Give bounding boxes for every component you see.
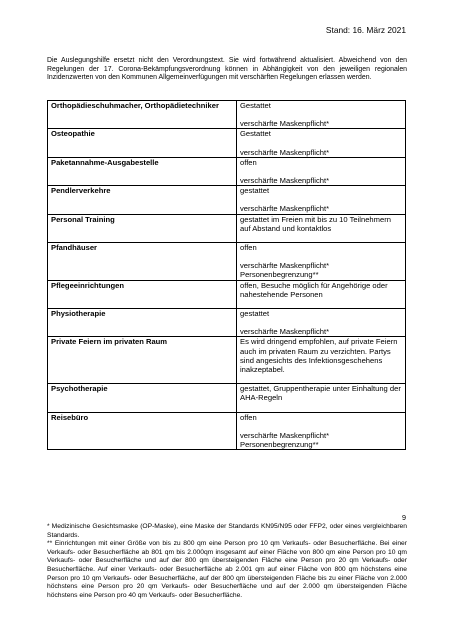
cell-spacer	[240, 299, 402, 308]
status-cell	[237, 214, 406, 242]
status-cell	[237, 157, 406, 185]
status-text: gestattet	[240, 186, 270, 196]
category-cell: Orthopädieschuhmacher, Orthopädietechniker	[48, 101, 237, 129]
rules-table-body	[48, 101, 406, 450]
category-cell: Paketannahme-Ausgabestelle	[48, 157, 237, 185]
table-row	[48, 214, 406, 242]
table-row	[48, 280, 406, 308]
category-cell: Reisebüro	[48, 412, 237, 450]
cell-spacer	[240, 252, 402, 261]
note-text: verschärfte Maskenpflicht*	[240, 176, 330, 186]
status-text: gestattet	[240, 309, 270, 319]
table-row	[48, 129, 406, 157]
category-cell: Psychotherapie	[48, 384, 237, 412]
status-text: offen	[240, 412, 257, 422]
category-cell: Pfandhäuser	[48, 243, 237, 281]
category-cell: Private Feiern im privaten Raum	[48, 337, 237, 384]
status-cell	[237, 101, 406, 129]
status-cell	[237, 309, 406, 337]
status-text: offen, Besuche möglich für Angehörige oder nahestehende Personen	[240, 280, 388, 299]
cell-spacer	[240, 374, 402, 383]
category-cell: Pendlerverkehre	[48, 186, 237, 214]
table-row	[48, 186, 406, 214]
status-text: gestattet, Gruppentherapie unter Einhaltung der AHA-Regeln	[240, 384, 401, 403]
cell-spacer	[240, 422, 402, 431]
note-text: verschärfte Maskenpflicht*	[240, 327, 330, 337]
footnote-mask: * Medizinische Gesichtsmaske (OP-Maske), eine Maske der Standards KN95/N95 oder FFP2, oder eines vergleichbaren Standards.	[47, 523, 407, 539]
footnotes	[47, 523, 407, 600]
status-cell	[237, 384, 406, 412]
status-cell	[237, 412, 406, 450]
cell-spacer	[240, 195, 402, 204]
document-date: Stand: 16. März 2021	[325, 25, 406, 35]
category-cell: Personal Training	[48, 214, 237, 242]
table-row	[48, 384, 406, 412]
table-row	[48, 243, 406, 281]
table-row	[48, 412, 406, 450]
cell-spacer	[240, 403, 402, 412]
note-text: verschärfte Maskenpflicht* Personenbegrenzung**	[240, 261, 330, 280]
cell-spacer	[240, 233, 402, 242]
status-text: Gestattet	[240, 129, 271, 139]
table-row	[48, 101, 406, 129]
status-text: Gestattet	[240, 101, 271, 110]
cell-spacer	[240, 110, 402, 119]
category-cell: Pflegeeinrichtungen	[48, 280, 237, 308]
status-text: gestattet im Freien mit bis zu 10 Teilnehmern auf Abstand und kontaktlos	[240, 214, 391, 233]
page-number: 9	[402, 513, 406, 522]
status-cell	[237, 129, 406, 157]
table-row	[48, 337, 406, 384]
footnote-capacity: ** Einrichtungen mit einer Größe von bis zu 800 qm eine Person pro 10 qm Verkaufs- oder Besucherfläche. Bei einer Verkaufs- oder Besucherfläche ab 801 qm bis 2.000qm insgesamt auf einer Fläche von 800 qm eine Person pro 10 qm Verkaufs- oder Besucherfläche und auf der 800 qm übersteigenden Fläche eine Person pro 20 qm Verkaufs- oder Besucherfläche. Auf einer Verkaufs- oder Besucherfläche ab 2.001 qm auf einer Fläche von 800 qm höchstens eine Person pro 10 qm Verkaufs- oder Besucherfläche, auf der 800 qm übersteigenden Fläche bis zu einer Fläche von 2.000 höchstens eine Person pro 20 qm Verkaufs- oder Besucherfläche und auf der 2.000 qm übersteigenden Fläche höchstens eine Person pro 40 qm Verkaufs- oder Besucherfläche.	[47, 540, 407, 599]
category-cell: Osteopathie	[48, 129, 237, 157]
status-cell	[237, 243, 406, 281]
note-text: verschärfte Maskenpflicht*	[240, 119, 330, 129]
cell-spacer	[240, 167, 402, 176]
note-text: verschärfte Maskenpflicht* Personenbegrenzung**	[240, 430, 330, 450]
note-text: verschärfte Maskenpflicht*	[240, 204, 330, 214]
status-text: offen	[240, 243, 257, 253]
intro-paragraph: Die Auslegungshilfe ersetzt nicht den Verordnungstext. Sie wird fortwährend aktualisiert. Abweichend von den Regelungen der 17. Corona-Bekämpfungsverordnung können in Abhängigkeit von den jeweiligen regionalen Inzidenzwerten von den Kommunen Allgemeinverfügungen mit verschärften Regelungen erlassen werden.	[47, 57, 407, 82]
note-text: verschärfte Maskenpflicht*	[240, 147, 330, 157]
cell-spacer	[240, 139, 402, 148]
cell-spacer	[240, 318, 402, 327]
table-row	[48, 309, 406, 337]
category-cell: Physiotherapie	[48, 309, 237, 337]
status-cell	[237, 280, 406, 308]
status-cell	[237, 186, 406, 214]
table-row	[48, 157, 406, 185]
status-text: Es wird dringend empfohlen, auf private Feiern auch im privaten Raum zu verzichten. Partys sind angesichts des Infektionsgeschehens inakzeptabel.	[240, 337, 398, 375]
status-cell	[237, 337, 406, 384]
rules-table	[47, 100, 406, 450]
status-text: offen	[240, 157, 257, 167]
